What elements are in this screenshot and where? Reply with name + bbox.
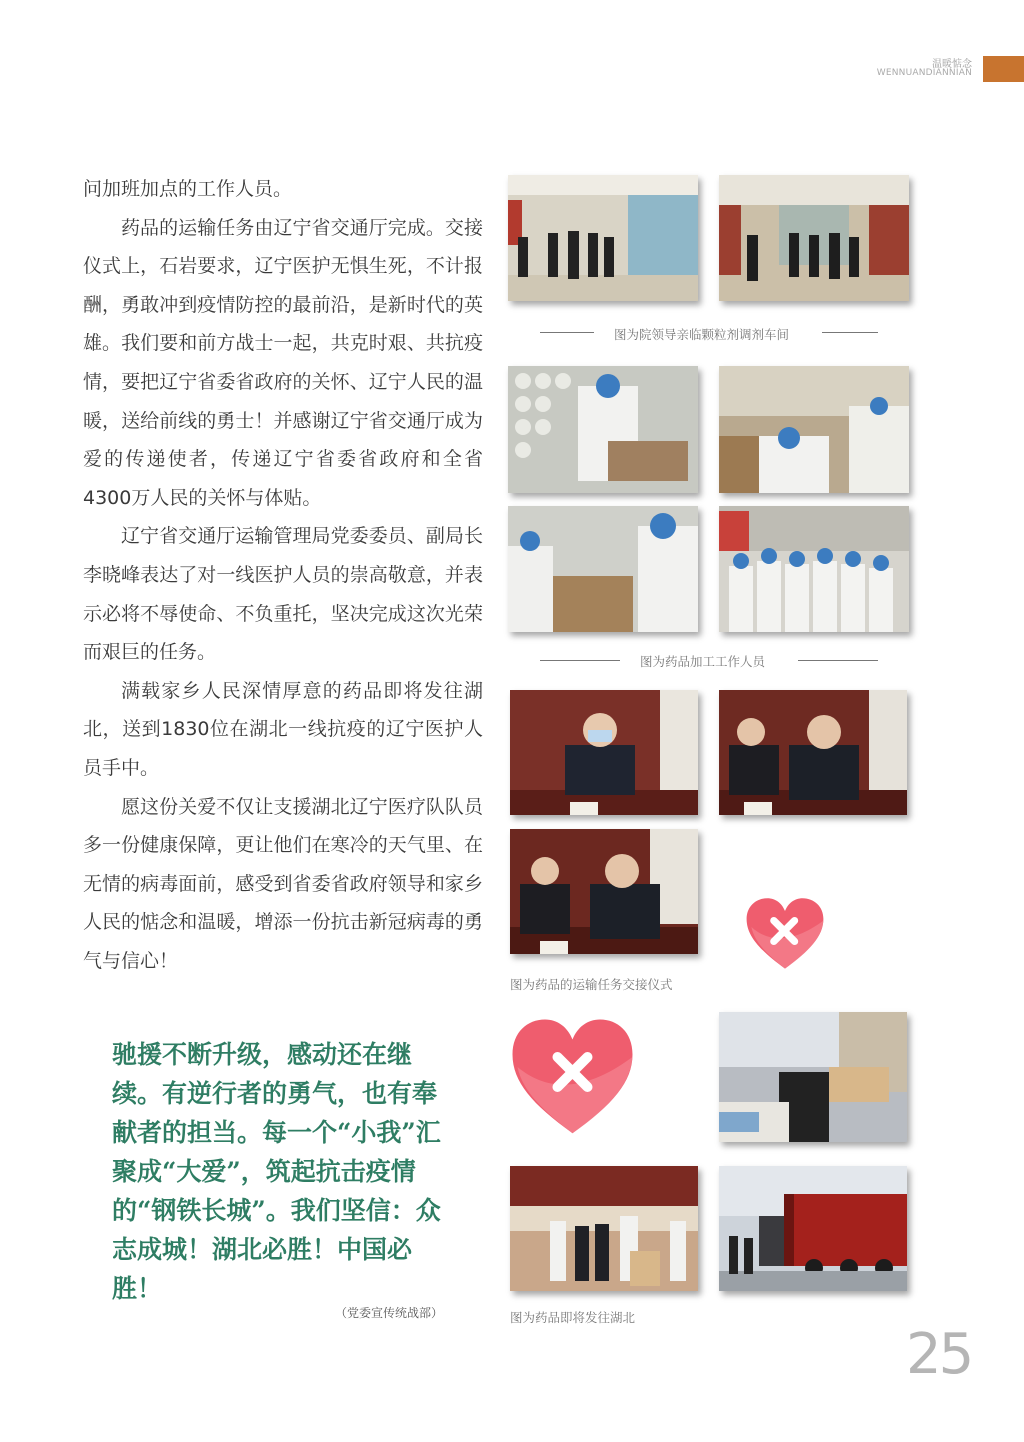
- caption-workshop: 图为院领导亲临颗粒剂调剂车间: [614, 327, 790, 342]
- article-body: [83, 170, 483, 980]
- photo-meeting-3: [510, 829, 698, 954]
- caption-shipping: 图为药品即将发往湖北: [510, 1310, 636, 1325]
- quote-credit: （党委宣传统战部）: [335, 1306, 444, 1320]
- caption-rule: [822, 332, 878, 333]
- article-paragraph: 药品的运输任务由辽宁省交通厅完成。交接仪式上，石岩要求，辽宁医护无惧生死，不计报酬，勇敢冲到疫情防控的最前沿，是新时代的英雄。我们要和前方战士一起，共克时艰、共抗疫情，要把辽宁省委省政府的关怀、辽宁人民的温暖，送给前线的勇士！并感谢辽宁省交通厅成为爱的传递使者，传递辽宁省委省政府和全省4300万人民的关怀与体贴。: [83, 216, 483, 509]
- heart-x-icon: [510, 1012, 635, 1142]
- section-subtitle: WENNUANDIANNIAN: [876, 68, 972, 78]
- section-title: 温暖惦念: [932, 59, 972, 70]
- article-paragraph: 愿这份关爱不仅让支援湖北辽宁医疗队队员多一份健康保障，更让他们在寒冷的天气里、在无情的病毒面前，感受到省委省政府领导和家乡人民的惦念和温暖，增添一份抗击新冠病毒的勇气与信心！: [83, 795, 483, 972]
- section-accent-bar: [983, 56, 1024, 82]
- article-paragraph: 满载家乡人民深情厚意的药品即将发往湖北，送到1830位在湖北一线抗疫的辽宁医护人员手中。: [83, 679, 483, 779]
- photo-pharmacy-3: [508, 506, 698, 632]
- caption-rule: [798, 660, 878, 661]
- photo-pharmacy-2: [719, 366, 909, 493]
- photo-pharmacy-group: [719, 506, 909, 632]
- photo-lobby-boxes: [510, 1166, 698, 1291]
- photo-corridor-visit-1: [508, 175, 698, 301]
- photo-pharmacy-1: [508, 366, 698, 493]
- article-paragraph: 辽宁省交通厅运输管理局党委委员、副局长李晓峰表达了对一线医护人员的崇高敬意，并表示必将不辱使命、不负重托，坚决完成这次光荣而艰巨的任务。: [83, 525, 483, 664]
- photo-meeting-2: [719, 690, 907, 815]
- photo-truck: [719, 1166, 907, 1291]
- page-number: 25: [906, 1322, 972, 1387]
- pull-quote: 驰援不断升级，感动还在继续。有逆行者的勇气，也有奉献者的担当。每一个“小我”汇聚成“大爱”，筑起抗击疫情的“钢铁长城”。我们坚信：众志成城！湖北必胜！中国必胜！: [112, 1040, 441, 1303]
- caption-processing: 图为药品加工工作人员: [640, 654, 766, 669]
- photo-corridor-visit-2: [719, 175, 909, 301]
- article-paragraph: 问加班加点的工作人员。: [83, 178, 293, 200]
- caption-rule: [540, 660, 620, 661]
- caption-handover: 图为药品的运输任务交接仪式: [510, 977, 673, 992]
- heart-x-icon: [745, 895, 825, 975]
- photo-meeting-1: [510, 690, 698, 815]
- caption-rule: [540, 332, 594, 333]
- photo-loading-boxes: [719, 1012, 907, 1142]
